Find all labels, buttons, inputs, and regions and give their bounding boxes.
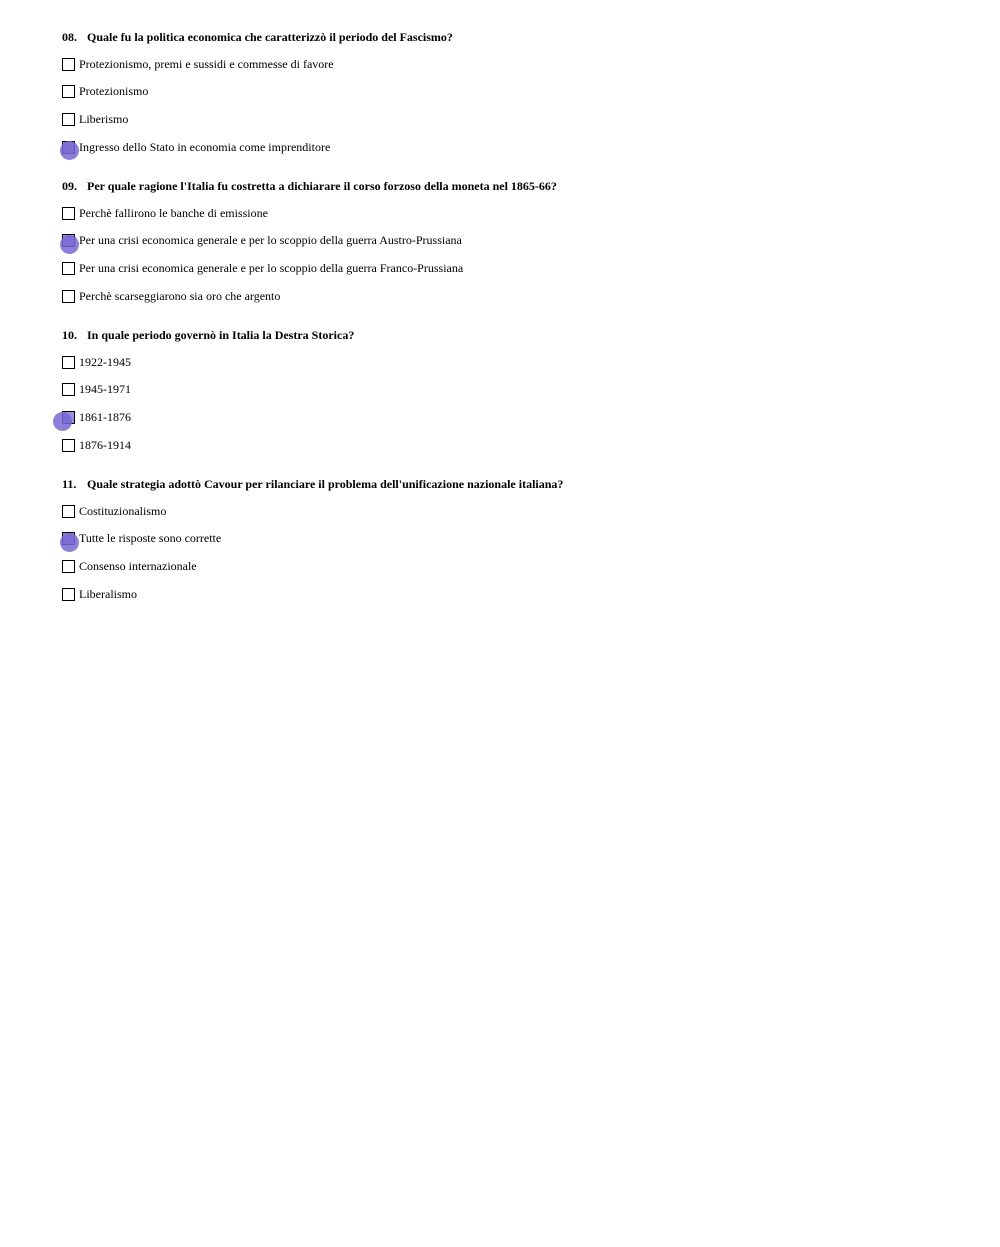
question-title (62, 327, 962, 343)
question-title (62, 29, 962, 45)
answer-checkbox[interactable] (62, 532, 75, 545)
question-text: In quale periodo governò in Italia la Destra Storica? (87, 328, 355, 343)
question-09 (62, 178, 962, 305)
answer-option[interactable] (62, 353, 962, 371)
question-11 (62, 476, 962, 603)
selection-mark (60, 141, 79, 160)
answer-option[interactable] (62, 585, 962, 603)
answer-label: 1945-1971 (79, 382, 131, 397)
answer-label: 1861-1876 (79, 410, 131, 424)
question-title (62, 476, 962, 492)
question-number: 09. (62, 179, 77, 194)
answer-checkbox[interactable] (62, 290, 75, 303)
question-text: Quale fu la politica economica che caratterizzò il periodo del Fascismo? (87, 30, 453, 44)
question-10 (62, 327, 962, 454)
answer-option-selected[interactable] (62, 232, 962, 250)
selection-mark (60, 533, 79, 552)
answer-option-selected[interactable] (62, 530, 962, 548)
answer-label: Ingresso dello Stato in economia come imprenditore (79, 139, 331, 154)
answer-option[interactable] (62, 55, 962, 73)
answer-label: Tutte le risposte sono corrette (79, 531, 222, 546)
answer-label: Perchè scarseggiarono sia oro che argento (79, 288, 281, 303)
answer-checkbox[interactable] (62, 234, 75, 247)
answer-label: Protezionismo (79, 84, 149, 99)
question-text: Quale strategia adottò Cavour per rilanciare il problema dell'unificazione nazionale italiana? (87, 477, 564, 492)
answer-checkbox[interactable] (62, 207, 75, 220)
answer-option[interactable] (62, 204, 962, 222)
answer-label: Liberismo (79, 111, 129, 126)
answer-label: Per una crisi economica generale e per lo scoppio della guerra Franco-Prussiana (79, 260, 464, 275)
question-title (62, 178, 962, 194)
answer-checkbox[interactable] (62, 588, 75, 601)
answer-option[interactable] (62, 110, 962, 128)
answer-label: Perchè fallirono le banche di emissione (79, 205, 268, 220)
answer-checkbox[interactable] (62, 439, 75, 452)
answer-option[interactable] (62, 436, 962, 454)
answer-checkbox[interactable] (62, 383, 75, 396)
question-number: 08. (62, 30, 77, 44)
answer-label: Per una crisi economica generale e per lo scoppio della guerra Austro-Prussiana (79, 233, 462, 248)
answer-label: 1876-1914 (79, 437, 131, 452)
answer-option[interactable] (62, 381, 962, 399)
answer-option[interactable] (62, 502, 962, 520)
question-text: Per quale ragione l'Italia fu costretta a dichiarare il corso forzoso della moneta nel 1865-66? (87, 179, 557, 194)
answer-option-selected[interactable] (62, 138, 962, 156)
answer-checkbox[interactable] (62, 141, 75, 154)
answer-label: Protezionismo, premi e sussidi e commesse di favore (79, 56, 334, 71)
answer-checkbox[interactable] (62, 356, 75, 369)
answer-checkbox[interactable] (62, 262, 75, 275)
answer-option-selected[interactable] (62, 409, 962, 427)
answer-checkbox[interactable] (62, 85, 75, 98)
answer-option[interactable] (62, 287, 962, 305)
question-08 (62, 29, 962, 156)
answer-checkbox[interactable] (62, 113, 75, 126)
answer-checkbox[interactable] (62, 411, 75, 424)
answer-option[interactable] (62, 558, 962, 576)
answer-label: Liberalismo (79, 586, 137, 601)
selection-mark (60, 235, 79, 254)
selection-mark (53, 412, 72, 431)
answer-label: 1922-1945 (79, 354, 131, 369)
answer-option[interactable] (62, 83, 962, 101)
answer-label: Consenso internazionale (79, 559, 197, 574)
quiz (62, 29, 962, 625)
answer-checkbox[interactable] (62, 560, 75, 573)
question-number: 10. (62, 328, 77, 343)
answer-checkbox[interactable] (62, 505, 75, 518)
answer-checkbox[interactable] (62, 58, 75, 71)
question-number: 11. (62, 477, 77, 492)
answer-option[interactable] (62, 259, 962, 277)
answer-label: Costituzionalismo (79, 503, 167, 518)
